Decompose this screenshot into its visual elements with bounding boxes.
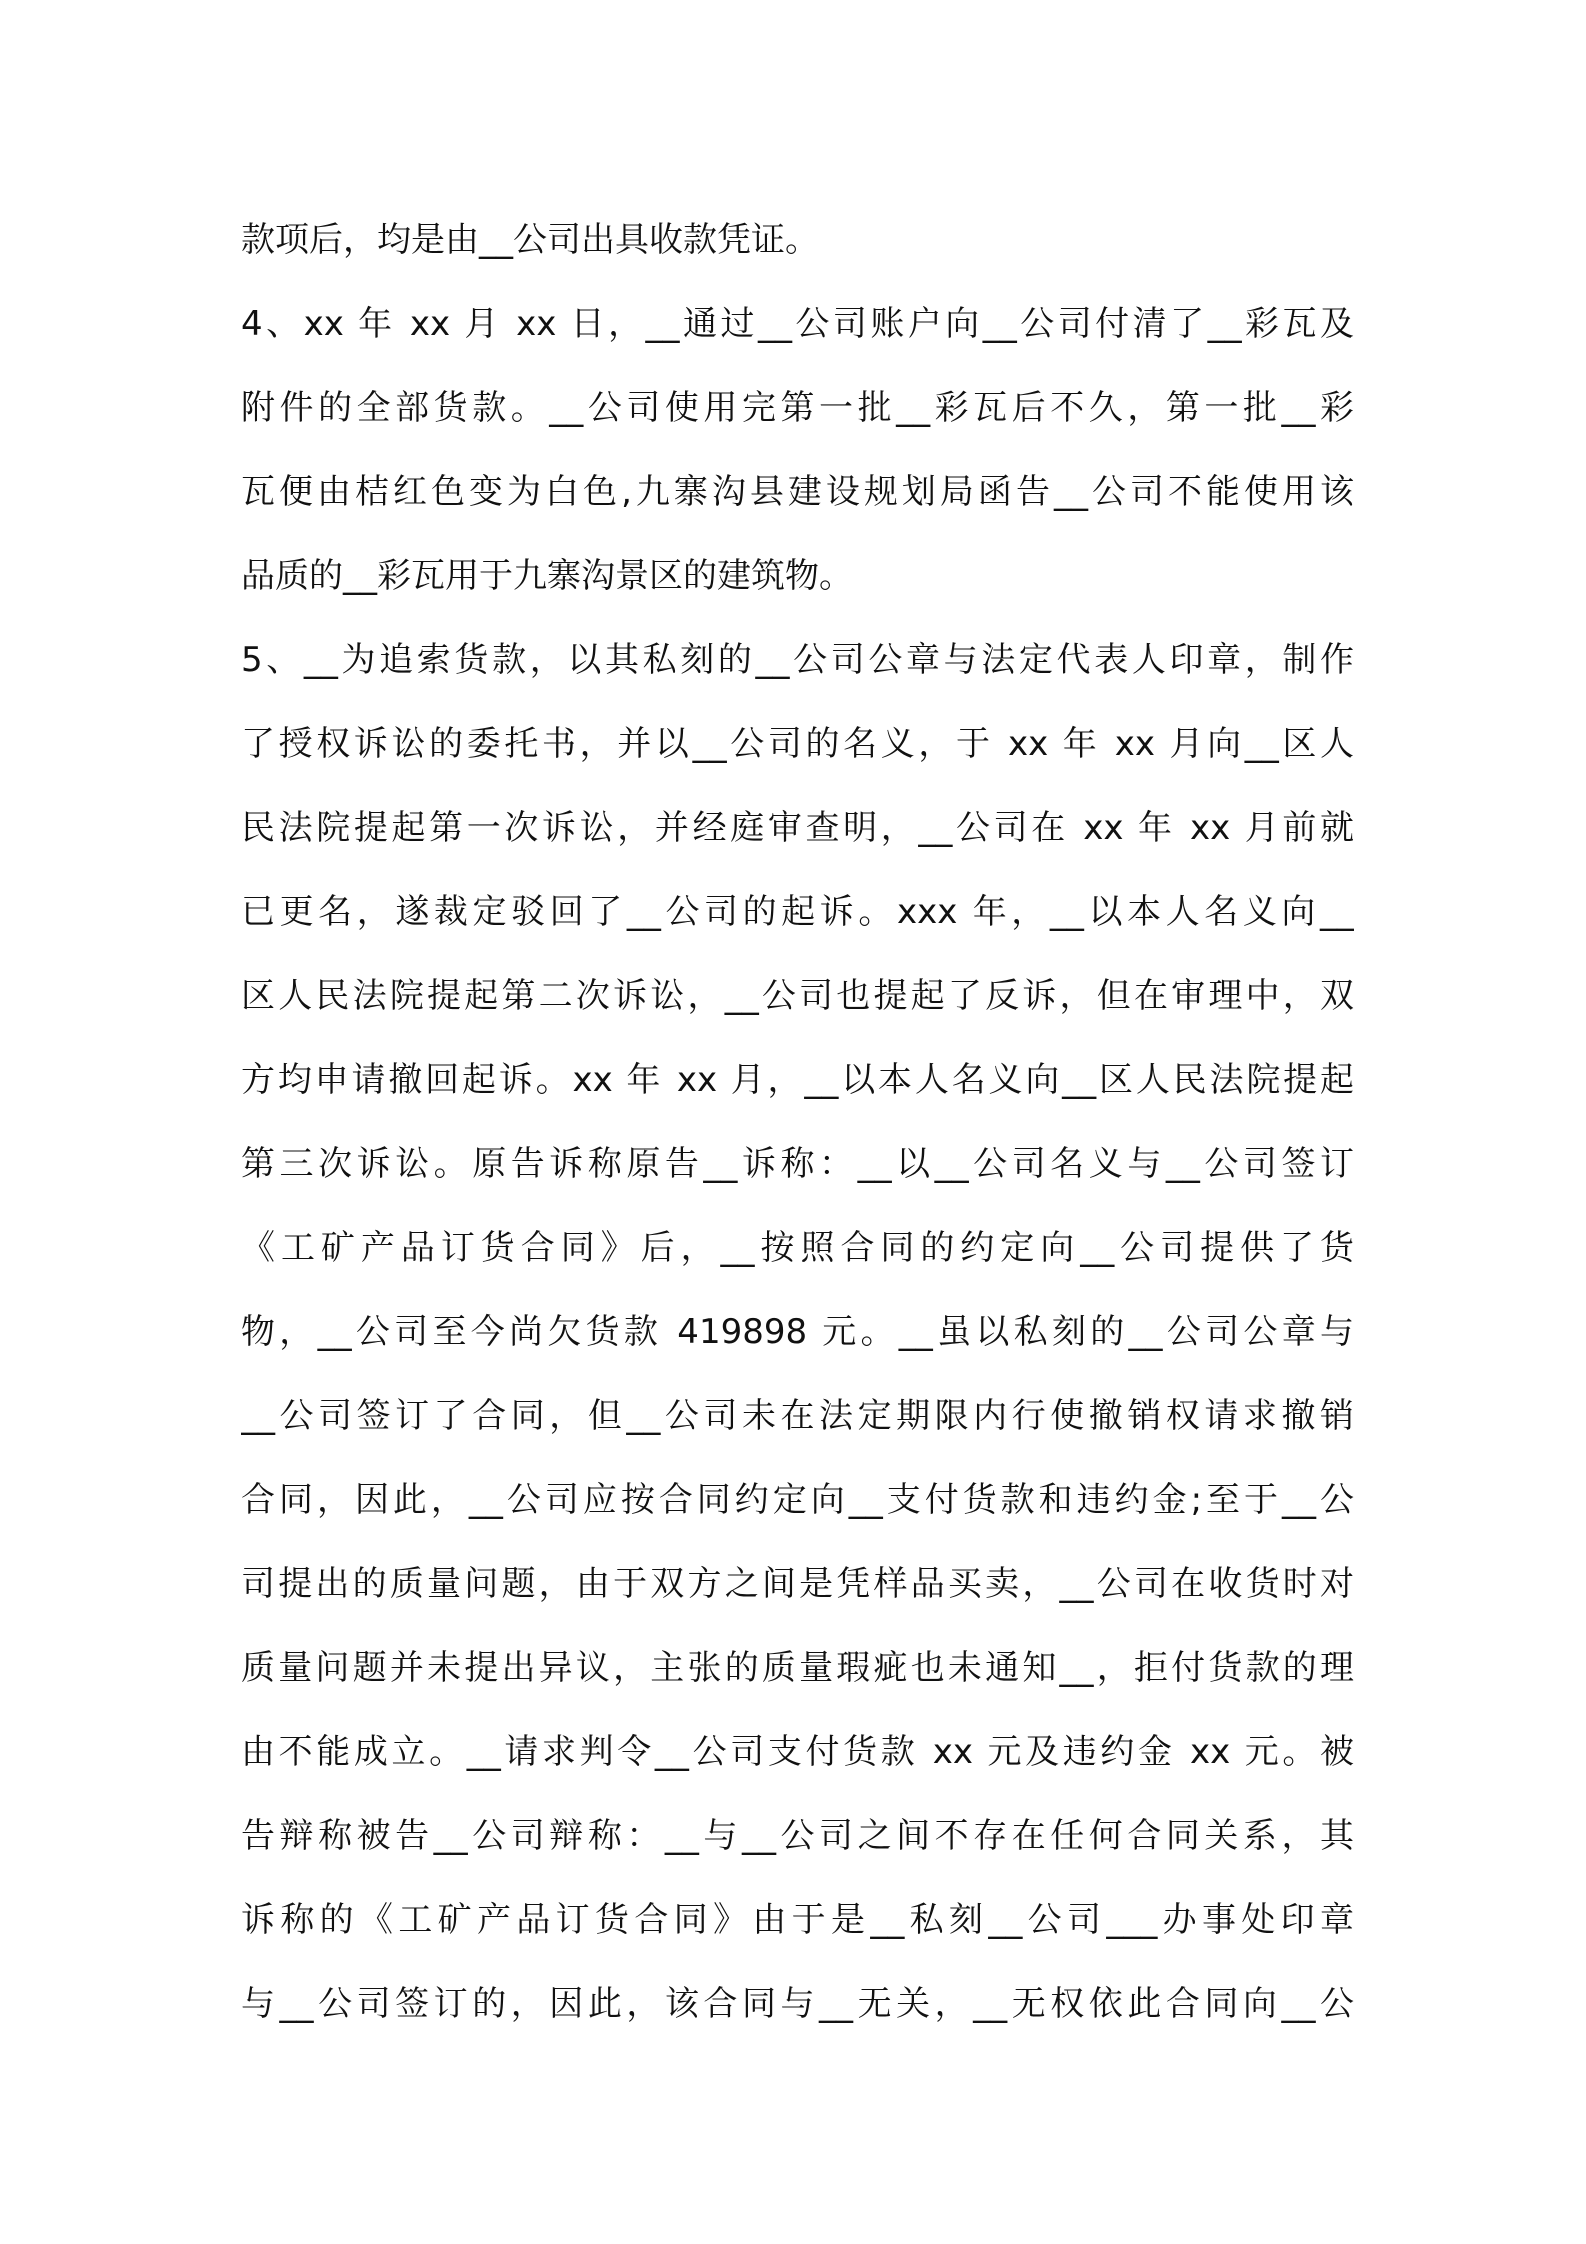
text-line: 款项后，均是由__公司出具收款凭证。 [241,220,819,260]
text-line: 第三次诉讼。原告诉称原告__诉称：__以__公司名义与__公司签订 [241,1144,1354,1184]
text-line: 司提出的质量问题，由于双方之间是凭样品买卖，__公司在收货时对 [241,1564,1354,1604]
text-line: 告辩称被告__公司辩称：__与__公司之间不存在任何合同关系，其 [241,1816,1354,1856]
text-line: 瓦便由桔红色变为白色,九寨沟县建设规划局函告__公司不能使用该 [241,472,1354,512]
text-line: 物，__公司至今尚欠货款 419898 元。__虽以私刻的__公司公章与 [241,1312,1354,1352]
text-line: __公司签订了合同，但__公司未在法定期限内行使撤销权请求撤销 [241,1396,1354,1436]
text-line: 与__公司签订的，因此，该合同与__无关，__无权依此合同向__公 [241,1984,1354,2024]
text-line: 附件的全部货款。__公司使用完第一批__彩瓦后不久，第一批__彩 [241,388,1354,428]
text-line: 诉称的《工矿产品订货合同》由于是__私刻__公司___办事处印章 [241,1900,1354,1940]
text-line: 品质的__彩瓦用于九寨沟景区的建筑物。 [241,556,853,596]
text-line: 已更名，遂裁定驳回了__公司的起诉。xxx 年，__以本人名义向__ [241,892,1354,932]
text-line: 了授权诉讼的委托书，并以__公司的名义，于 xx 年 xx 月向__区人 [241,724,1354,764]
text-line: 区人民法院提起第二次诉讼，__公司也提起了反诉，但在审理中，双 [241,976,1354,1016]
document-body [241,198,1354,2046]
text-line: 5、__为追索货款，以其私刻的__公司公章与法定代表人印章，制作 [241,640,1354,680]
text-line: 合同，因此，__公司应按合同约定向__支付货款和违约金;至于__公 [241,1480,1354,1520]
text-line: 由不能成立。__请求判令__公司支付货款 xx 元及违约金 xx 元。被 [241,1732,1354,1772]
text-line: 4、xx 年 xx 月 xx 日，__通过__公司账户向__公司付清了__彩瓦及 [241,304,1354,344]
text-line: 民法院提起第一次诉讼，并经庭审查明，__公司在 xx 年 xx 月前就 [241,808,1354,848]
text-line: 方均申请撤回起诉。xx 年 xx 月，__以本人名义向__区人民法院提起 [241,1060,1354,1100]
text-line: 质量问题并未提出异议，主张的质量瑕疵也未通知__，拒付货款的理 [241,1648,1354,1688]
text-line: 《工矿产品订货合同》后，__按照合同的约定向__公司提供了货 [241,1228,1354,1268]
